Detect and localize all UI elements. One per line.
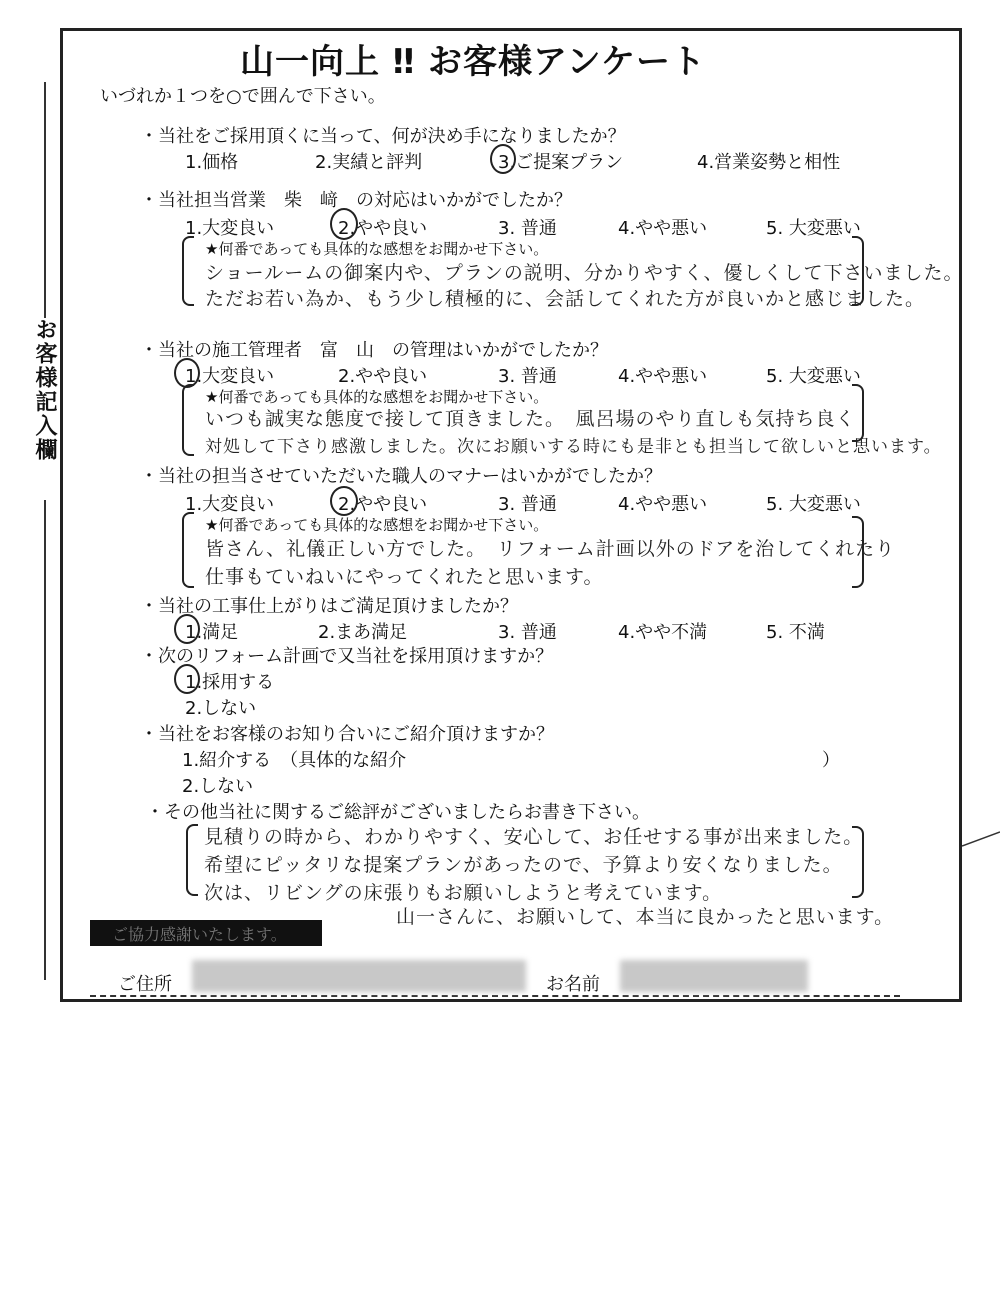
q2-comment-line-1: ショールームの御案内や、プランの説明、分かりやすく、優しくして下さいました。 (205, 262, 964, 284)
q1-selection-circle (490, 144, 516, 174)
q3-bracket-left (182, 384, 194, 456)
q2-option-5[interactable]: 5. 大変悪い (766, 218, 861, 239)
q3-option-5[interactable]: 5. 大変悪い (766, 366, 861, 387)
q2-option-3[interactable]: 3. 普通 (498, 218, 557, 239)
q3-option-3[interactable]: 3. 普通 (498, 366, 557, 387)
q4-prompt: ★何番であっても具体的な感想をお聞かせ下さい。 (205, 516, 549, 534)
q5-option-2[interactable]: 2.まあ満足 (318, 622, 408, 643)
q4-comment-line-1: 皆さん、礼儀正しい方でした。 リフォーム計画以外のドアを治してくれたり (205, 538, 896, 560)
instruction: いづれか１つを○で囲んで下さい。 (100, 86, 386, 107)
q1-option-1[interactable]: 1.価格 (185, 152, 239, 173)
q7-question: ・当社をお客様のお知り合いにご紹介頂けますか？ (140, 724, 554, 745)
q2-option-4[interactable]: 4.やや悪い (618, 218, 708, 239)
page-title: 山一向上 ‼ お客様アンケート (240, 42, 706, 82)
name-label: お名前 (546, 974, 600, 995)
q5-selection-circle (174, 614, 200, 644)
name-redacted (620, 960, 808, 992)
q3-option-2[interactable]: 2.やや良い (338, 366, 428, 387)
q3-option-1[interactable]: 1.大変良い (185, 366, 275, 387)
q4-option-2[interactable]: 2.やや良い (338, 494, 428, 515)
q6-option-2[interactable]: 2.しない (185, 698, 257, 719)
side-label: お客様記入欄 (32, 318, 57, 462)
q5-option-4[interactable]: 4.やや不満 (618, 622, 708, 643)
q4-bracket-left (182, 512, 194, 588)
q8-comment-line-4: 山一さんに、お願いして、本当に良かったと思います。 (396, 906, 895, 928)
q5-option-5[interactable]: 5. 不満 (766, 622, 825, 643)
q3-comment-line-2: 対処して下さり感激しました。次にお願いする時にも是非とも担当して欲しいと思います。 (205, 437, 942, 457)
scan-mark (962, 828, 1000, 848)
q4-selection-circle (330, 486, 358, 516)
q7-option-2[interactable]: 2.しない (182, 776, 254, 797)
q4-option-3[interactable]: 3. 普通 (498, 494, 557, 515)
q3-comment-line-1: いつも誠実な態度で接して頂きました。 風呂場のやり直しも気持ち良く (205, 408, 856, 430)
q2-option-1[interactable]: 1.大変良い (185, 218, 275, 239)
q3-option-4[interactable]: 4.やや悪い (618, 366, 708, 387)
q8-comment-line-2: 希望にピッタリな提案プランがあったので、予算より安くなりました。 (204, 854, 843, 876)
q6-selection-circle (174, 664, 200, 694)
q3-question: ・当社の施工管理者 富 山 の管理はいかがでしたか？ (140, 340, 608, 361)
q8-comment-line-1: 見積りの時から、わかりやすく、安心して、お任せする事が出来ました。 (204, 826, 864, 848)
q6-question: ・次のリフォーム計画で又当社を採用頂けますか？ (140, 646, 554, 667)
q4-option-5[interactable]: 5. 大変悪い (766, 494, 861, 515)
q1-option-2[interactable]: 2.実績と評判 (315, 152, 423, 173)
q8-comment-line-3: 次は、リビングの床張りもお願いしようと考えています。 (204, 882, 723, 904)
q5-option-3[interactable]: 3. 普通 (498, 622, 557, 643)
q2-comment-line-2: ただお若い為か、もう少し積極的に、会話してくれた方が良いかと感じました。 (205, 288, 926, 310)
q1-option-3[interactable]: 3.ご提案プラン (498, 152, 624, 173)
q4-comment-line-2: 仕事もていねいにやってくれたと思います。 (205, 566, 604, 588)
thank-you-text: ご協力感謝いたします。 (112, 925, 287, 944)
q2-selection-circle (330, 208, 358, 240)
q6-option-1[interactable]: 1.採用する (185, 672, 275, 693)
side-divider-bottom (44, 500, 46, 980)
q5-question: ・当社の工事仕上がりはご満足頂けましたか？ (140, 596, 518, 617)
address-label: ご住所 (118, 974, 172, 995)
address-redacted (192, 960, 526, 992)
q7-option-1[interactable]: 1.紹介する （具体的な紹介 (182, 750, 407, 771)
q2-prompt: ★何番であっても具体的な感想をお聞かせ下さい。 (205, 240, 549, 258)
q4-option-1[interactable]: 1.大変良い (185, 494, 275, 515)
q2-bracket-left (182, 236, 194, 306)
q1-option-4[interactable]: 4.営業姿勢と相性 (697, 152, 841, 173)
q1-question: ・当社をご採用頂くに当って、何が決め手になりましたか？ (140, 126, 626, 147)
q5-option-1[interactable]: 1.満足 (185, 622, 239, 643)
q8-bracket-left (186, 824, 198, 896)
q3-prompt: ★何番であっても具体的な感想をお聞かせ下さい。 (205, 388, 549, 406)
footer-dashed-line (90, 995, 900, 997)
q4-option-4[interactable]: 4.やや悪い (618, 494, 708, 515)
q8-question: ・その他当社に関するご総評がございましたらお書き下さい。 (146, 802, 650, 823)
side-divider-top (44, 82, 46, 318)
q2-question: ・当社担当営業 柴 﨑 の対応はいかがでしたか？ (140, 190, 572, 211)
q7-close-paren: ） (822, 750, 840, 771)
q4-question: ・当社の担当させていただいた職人のマナーはいかがでしたか？ (140, 466, 662, 487)
thank-you-banner (90, 920, 322, 946)
q2-option-2[interactable]: 2.やや良い (338, 218, 428, 239)
